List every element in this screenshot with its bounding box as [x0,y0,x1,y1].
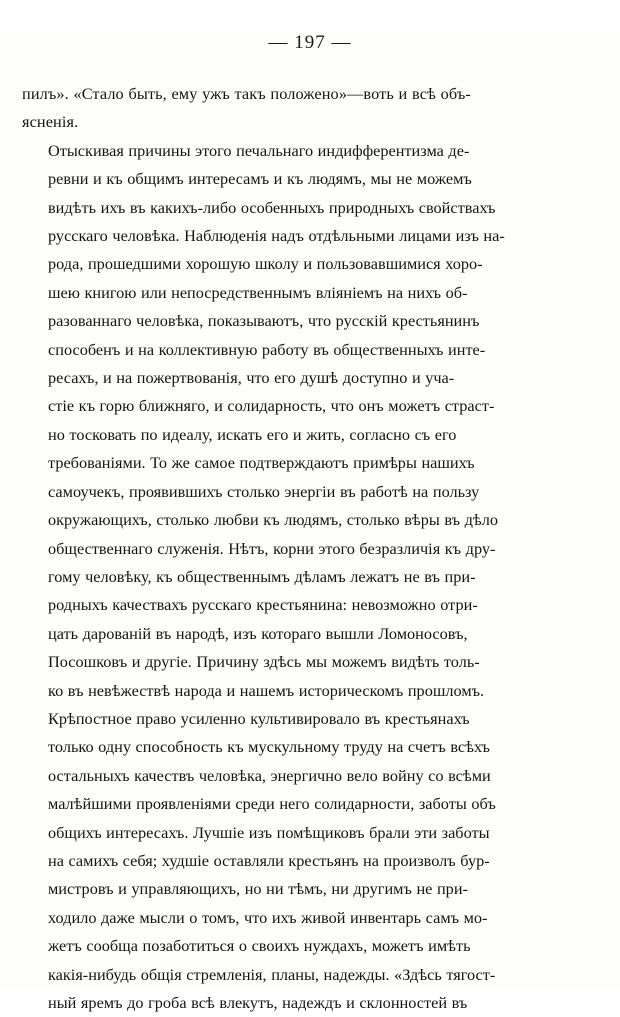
text-line: общественнаго служенія. Нѣтъ, корни этого безразличія къ дру- [48,538,496,558]
text-line: рода, прошедшими хорошую школу и пользовавшимися хоро- [48,254,483,274]
text-line: ный яремъ до гроба всѣ влекутъ, надеждъ и склонностей въ [48,993,468,1012]
text-line: общихъ интересахъ. Лучшіе изъ помѣщиковъ брали эти заботы [48,822,490,842]
text-line: родныхъ качествахъ русскаго крестьянина: невозможно отри- [48,595,478,615]
text-line: видѣть ихъ въ какихъ-либо особенныхъ природныхъ свойствахъ [48,197,496,217]
text-line: Посошковъ и другіе. Причину здѣсь мы можемъ видѣть толь- [48,652,480,672]
text-line: гому человѣку, къ общественнымъ дѣламъ лежатъ не въ при- [48,566,476,586]
text-line: самоучекъ, проявившихъ столько энергіи въ работѣ на пользу [48,481,480,501]
paragraph-2 [22,137,598,1017]
text-line: на самихъ себя; худшіе оставляли крестьянъ на произволъ бур- [48,850,490,870]
paragraph-1 [22,80,598,137]
text-line: только одну способность къ мускульному труду на счетъ всѣхъ [48,737,490,757]
text-line: способенъ и на коллективную работу въ общественныхъ инте- [48,339,486,359]
text-line: малѣйшими проявленіями среди него солидарности, заботы объ [48,794,496,814]
text-line: жетъ сообща позаботиться о своихъ нуждахъ, можетъ имѣть [48,936,471,956]
text-line: ревни и къ общимъ интересамъ и къ людямъ, мы не можемъ [48,169,472,189]
text-line: стіе къ горю ближняго, и солидарность, что онъ можетъ страст- [48,396,495,416]
text-line: ко въ невѣжествѣ народа и нашемъ историческомъ прошломъ. [48,680,485,700]
page-number: — 197 — [268,32,352,53]
text-line: русскаго человѣка. Наблюденія надъ отдѣльными лицами изъ на- [48,226,505,246]
text-line: цать дарованій въ народѣ, изъ котораго вышли Ломоносовъ, [48,623,468,643]
text-line: шею книгою или непосредственнымъ вліяніемъ на нихъ об- [48,282,468,302]
text-line: Крѣпостное право усиленно культивировало въ крестьянахъ [48,708,470,728]
text-line: но тосковать по идеалу, искать его и жить, согласно съ его [48,424,457,444]
text-line: пилъ». «Стало быть, ему ужъ такъ положено»—воть и всѣ объ- [22,84,471,103]
text-line: разованнаго человѣка, показываютъ, что русскій крестьянинъ [48,311,480,331]
text-line: мистровъ и управляющихъ, но ни тѣмъ, ни другимъ не при- [48,879,468,899]
text-line: требованіями. То же самое подтверждаютъ примѣры нашихъ [48,453,475,473]
text-line: ясненія. [22,112,79,132]
document-page [0,32,620,1012]
text-line: окружающихъ, столько любви къ людямъ, столько вѣры въ дѣло [48,510,499,530]
text-line: остальныхъ качествъ человѣка, энергично вело войну со всѣми [48,765,491,785]
text-line: ходило даже мысли о томъ, что ихъ живой инвентарь самъ мо- [48,907,488,927]
text-line: Отыскивая причины этого печальнаго индифферентизма де- [48,140,470,160]
page-text-body [0,80,620,1017]
text-line: ресахъ, и на пожертвованія, что его душѣ доступно и уча- [48,368,455,388]
text-line: какія-нибудь общія стремленія, планы, надежды. «Здѣсь тягост- [48,964,496,984]
